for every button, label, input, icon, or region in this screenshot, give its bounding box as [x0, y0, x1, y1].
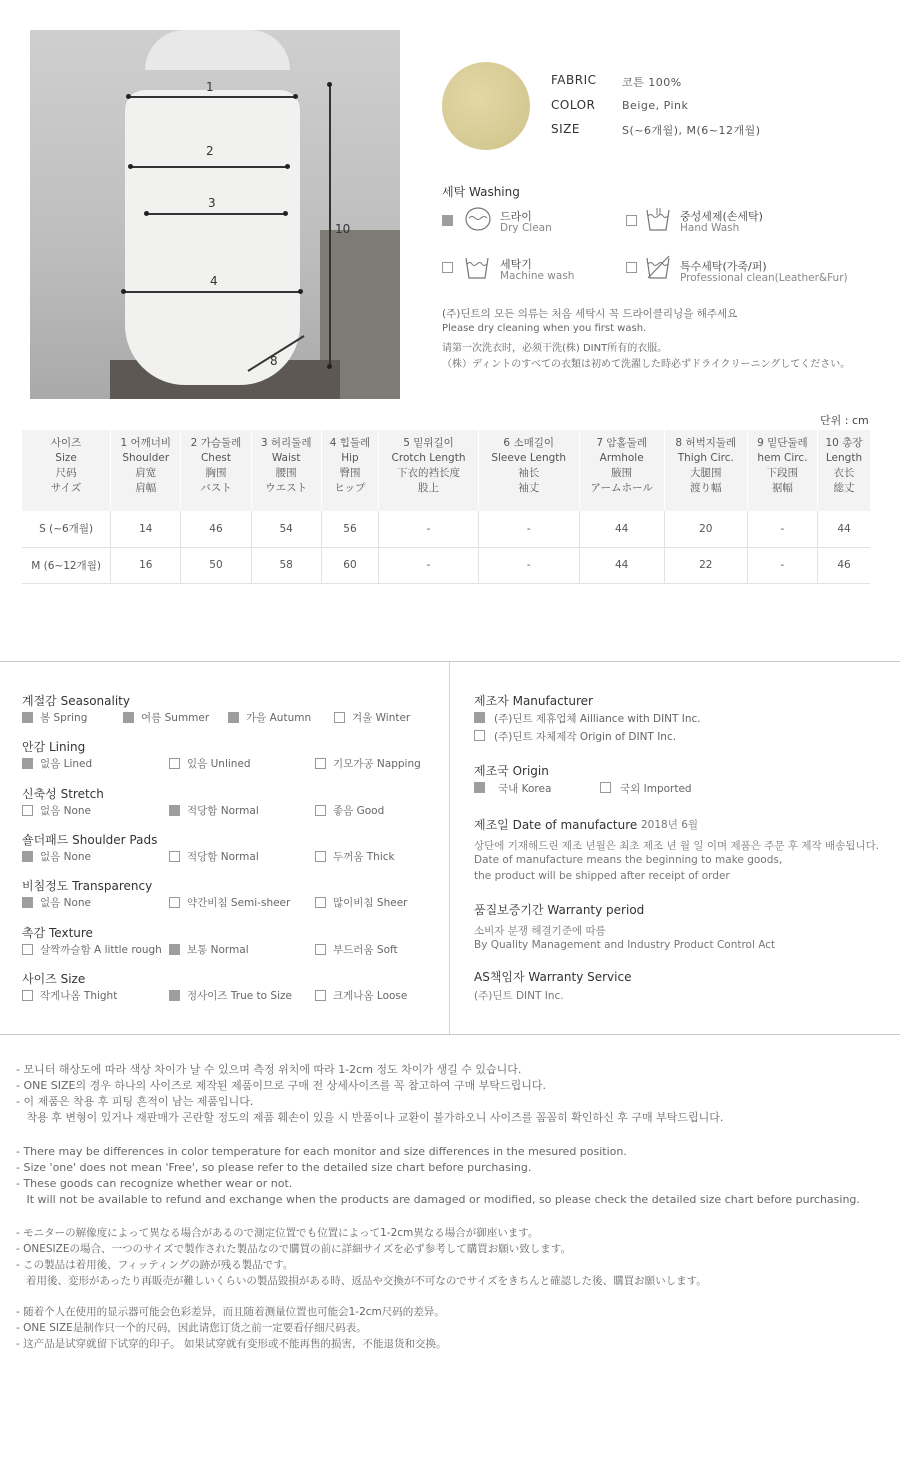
header-line: Length — [825, 452, 863, 464]
manufacture-date-note: the product will be shipped after receipt of order — [474, 870, 730, 882]
attribute-checkbox[interactable] — [123, 712, 134, 723]
attribute-title: 안감 Lining — [22, 740, 86, 755]
attribute-checkbox[interactable] — [315, 897, 326, 908]
measure-label-10: 10 — [335, 222, 351, 236]
table-cell: 46 — [181, 511, 251, 547]
header-line: 1 어깨너비 — [120, 437, 172, 449]
color-label: COLOR — [551, 98, 596, 112]
header-line: 袖长 — [518, 467, 540, 479]
as-service-title: AS책임자 Warranty Service — [474, 970, 632, 984]
attribute-option-label: 적당함 Normal — [187, 804, 259, 817]
attribute-checkbox[interactable] — [334, 712, 345, 723]
header-line: Sleeve Length — [491, 452, 567, 464]
header-line: 5 밑위길이 — [403, 437, 454, 449]
table-cell: - — [747, 547, 817, 583]
attribute-checkbox[interactable] — [315, 851, 326, 862]
measure-line-3 — [146, 213, 286, 215]
table-cell: - — [747, 511, 817, 547]
washing-title: 세탁 Washing — [442, 185, 520, 199]
table-cell: 20 — [664, 511, 747, 547]
attribute-option-label: 없음 None — [40, 897, 92, 910]
header-line: 7 암홀둘레 — [596, 437, 647, 449]
attribute-checkbox[interactable] — [315, 805, 326, 816]
attribute-group — [22, 831, 442, 863]
table-cell: 58 — [251, 547, 321, 583]
header-line: 総丈 — [833, 482, 855, 494]
header-line: 裾幅 — [771, 482, 793, 494]
fabric-swatch — [442, 62, 530, 150]
manufacturer-option-label: (주)딘트 제휴업체 Ailliance with DINT Inc. — [494, 713, 701, 725]
attribute-checkbox[interactable] — [22, 758, 33, 769]
table-cell: S (~6개월) — [22, 511, 111, 547]
table-cell: 46 — [818, 547, 871, 583]
attribute-checkbox[interactable] — [22, 712, 33, 723]
notice-chinese: - 随着个人在使用的显示器可能会色彩差异，而且随着测量位置也可能会1-2cm尺码的差异。 - ONE SIZE是制作只一个的尺码，因此请您订货之前一定要看仔细尺码表。 - 这产品是试穿就留下试穿的印子。 如果试穿就有变形或不能再售的损害，不能退货和交换。 — [16, 1306, 447, 1350]
attribute-option-label: 좋음 Good — [333, 804, 385, 817]
attribute-option-label: 정사이즈 True to Size — [187, 989, 292, 1002]
manufacture-date-note: 상단에 기재해드린 제조 년월은 최초 제조 년 월 일 이며 제품은 주문 후 제작 배송됩니다. — [474, 840, 880, 852]
size-table-header-cell — [818, 430, 871, 511]
origin-option-checkbox[interactable] — [474, 782, 485, 793]
measure-dot — [327, 364, 332, 369]
header-line: Chest — [200, 452, 231, 464]
attribute-title: 숄더패드 Shoulder Pads — [22, 832, 158, 847]
attribute-checkbox[interactable] — [169, 758, 180, 769]
table-row — [22, 511, 870, 547]
size-table-header-cell — [321, 430, 378, 511]
attribute-option-label: 많이비침 Sheer — [333, 897, 408, 910]
attribute-checkbox[interactable] — [22, 897, 33, 908]
attribute-option-label: 없음 Lined — [40, 758, 93, 771]
size-table-header-cell — [251, 430, 321, 511]
hand-wash-icon — [645, 206, 671, 238]
header-line: Armhole — [599, 452, 644, 464]
header-line: バスト — [200, 482, 232, 494]
table-cell: 44 — [579, 511, 664, 547]
professional-clean-sub: Professional clean(Leather&Fur) — [680, 272, 848, 284]
size-table-header-cell — [579, 430, 664, 511]
warranty-title: 품질보증기간 Warranty period — [474, 903, 645, 917]
manufacture-date-note: Date of manufacture means the beginning to make goods, — [474, 854, 783, 866]
divider — [0, 1034, 900, 1035]
manufacturer-option-checkbox[interactable] — [474, 712, 485, 723]
attribute-option-label: 있음 Unlined — [187, 758, 251, 771]
machine-wash-icon — [464, 254, 490, 286]
measure-dot — [144, 211, 149, 216]
product-photo — [30, 30, 400, 399]
table-cell: 44 — [579, 547, 664, 583]
header-line: 股上 — [418, 482, 440, 494]
attribute-option-label: 크게나옴 Loose — [333, 989, 408, 1002]
hand-wash-label: 중성세제(손세탁) — [680, 210, 763, 223]
origin-option-label: 국외 Imported — [620, 783, 692, 795]
attribute-checkbox[interactable] — [169, 944, 180, 955]
attribute-checkbox[interactable] — [22, 944, 33, 955]
hand-wash-checkbox[interactable] — [626, 215, 637, 226]
table-cell: 44 — [818, 511, 871, 547]
size-table-header-cell — [22, 430, 111, 511]
size-table-header-cell — [111, 430, 181, 511]
attribute-checkbox[interactable] — [22, 851, 33, 862]
attribute-group — [22, 738, 442, 771]
measure-label-8: 8 — [270, 354, 278, 368]
attribute-option-label: 보통 Normal — [187, 943, 249, 956]
attribute-option-label: 적당함 Normal — [187, 850, 259, 863]
manufacturer-option-label: (주)딘트 자체제작 Origin of DINT Inc. — [494, 731, 677, 743]
washing-note-ko: (주)딘트의 모든 의류는 처음 세탁시 꼭 드라이클리닝을 해주세요 — [442, 308, 738, 320]
measure-line-10 — [329, 84, 331, 367]
header-line: 10 총장 — [825, 437, 863, 449]
attribute-option-label: 겨울 Winter — [352, 712, 411, 724]
attribute-checkbox[interactable] — [169, 990, 180, 1001]
attribute-checkbox[interactable] — [228, 712, 239, 723]
measure-dot — [285, 164, 290, 169]
attribute-checkbox[interactable] — [169, 897, 180, 908]
header-line: 4 힙둘레 — [329, 437, 371, 449]
header-line: 9 밑단둘레 — [757, 437, 808, 449]
attribute-option-label: 살짝까슬함 A little rough — [40, 943, 162, 956]
professional-clean-label: 특수세탁(가죽/퍼) — [680, 260, 767, 273]
header-line: 尺码 — [55, 467, 77, 479]
attribute-option-label: 기모가공 Napping — [333, 758, 421, 771]
header-line: hem Circ. — [757, 452, 808, 464]
no-wash-icon — [645, 254, 671, 286]
header-line: 腋围 — [611, 467, 633, 479]
table-cell: - — [379, 547, 479, 583]
header-line: Size — [55, 452, 77, 464]
attribute-option-label: 없음 None — [40, 850, 92, 863]
attribute-checkbox[interactable] — [169, 805, 180, 816]
manufacturer-title: 제조자 Manufacturer — [474, 694, 593, 708]
attribute-title: 신축성 Stretch — [22, 786, 104, 801]
notice-korean: - 모니터 해상도에 따라 색상 차이가 날 수 있으며 측정 위치에 따라 1-2cm 정도 차이가 생길 수 있습니다. - ONE SIZE의 경우 하나의 사이즈로 제작된 제품이므로 구매 전 상세사이즈를 꼭 참고하여 구매 부탁드립니다. - 이 제품은 착용 후 피팅 흔적이 남는 제품입니다. 착용 후 변형이 있거나 재판매가 곤란할 정도의 제품 훼손이 있을 시 반품이나 교환이 불가하오니 사이즈를 꼼꼼히 확인하신 후 구매 부탁드립니다. — [16, 1063, 724, 1124]
header-line: 袖丈 — [518, 482, 540, 494]
measure-dot — [327, 82, 332, 87]
measure-dot — [298, 289, 303, 294]
table-cell: - — [478, 547, 579, 583]
header-line: ヒップ — [334, 482, 366, 494]
attribute-option-label: 없음 None — [40, 804, 92, 817]
measure-label-2: 2 — [206, 144, 214, 158]
measure-label-3: 3 — [208, 196, 216, 210]
size-table-header-cell — [181, 430, 251, 511]
measure-label-1: 1 — [206, 80, 214, 94]
warranty-text: By Quality Management and Industry Product Control Act — [474, 939, 776, 951]
measure-label-4: 4 — [210, 274, 218, 288]
measure-dot — [293, 94, 298, 99]
attribute-checkbox[interactable] — [22, 990, 33, 1001]
attribute-option-label: 약간비침 Semi-sheer — [187, 897, 291, 910]
header-line: 3 허리둘레 — [260, 437, 312, 449]
header-line: Shoulder — [122, 452, 170, 464]
header-line: Thigh Circ. — [677, 452, 734, 464]
attribute-option-label: 봄 Spring — [40, 712, 88, 724]
attribute-title: 사이즈 Size — [22, 971, 86, 986]
size-table — [22, 430, 870, 584]
header-line: 8 허벅지둘레 — [675, 437, 737, 449]
header-line: アームホール — [590, 482, 653, 494]
attribute-title: 비침정도 Transparency — [22, 879, 153, 894]
attribute-group — [22, 970, 442, 1002]
header-line: 肩宽 — [135, 467, 157, 479]
measure-dot — [283, 211, 288, 216]
header-line: 大腿围 — [690, 467, 722, 479]
header-line: 6 소매길이 — [503, 437, 555, 449]
attribute-option-label: 여름 Summer — [141, 712, 210, 724]
dry-clean-icon — [464, 206, 492, 238]
hand-wash-sub: Hand Wash — [680, 222, 740, 234]
notice-japanese: - モニターの解像度によって異なる場合があるので測定位置でも位置によって1-2cm異なる場合が御座います。 - ONESIZEの場合、一つのサイズで製作された製品なので購買の前に詳細サイズを必ず参考して購買お願い致します。 - この製品は着用後、フィッティングの跡が残る製品です。 着用後、変形があったり再販売が難しいくらいの製品毀損がある時、返品や交換が不可なのでサイズをきちんと確認した後、購買お願いします。 — [16, 1227, 707, 1287]
professional-clean-checkbox[interactable] — [626, 262, 637, 273]
header-line: 사이즈 — [50, 437, 82, 449]
header-line: 腰围 — [275, 467, 297, 479]
attribute-checkbox[interactable] — [315, 990, 326, 1001]
table-cell: - — [478, 511, 579, 547]
header-line: 2 가슴둘레 — [190, 437, 242, 449]
manufacture-date-title: 제조일 Date of manufacture — [474, 818, 638, 832]
as-service-value: (주)딘트 DINT Inc. — [474, 990, 564, 1002]
attribute-option-label: 작게나옴 Thight — [40, 989, 118, 1002]
machine-wash-sub: Machine wash — [500, 270, 575, 282]
header-line: 衣长 — [833, 467, 855, 479]
table-cell: 56 — [321, 511, 378, 547]
table-cell: M (6~12개월) — [22, 547, 111, 583]
washing-note-zh: 请第一次洗衣时，必须干洗(株) DINT所有的衣服。 — [442, 343, 668, 354]
attribute-group — [22, 785, 442, 817]
table-cell: 50 — [181, 547, 251, 583]
attribute-group — [22, 924, 442, 956]
manufacturer-option-checkbox[interactable] — [474, 730, 485, 741]
size-table-header-cell — [379, 430, 479, 511]
attribute-option-label: 부드러움 Soft — [333, 943, 398, 956]
attribute-option-label: 가을 Autumn — [246, 712, 312, 724]
warranty-text: 소비자 분쟁 해결기준에 따름 — [474, 925, 606, 937]
fabric-label: FABRIC — [551, 73, 597, 87]
attribute-title: 촉감 Texture — [22, 925, 93, 940]
bodysuit-garment — [125, 90, 300, 385]
header-line: Hip — [341, 452, 359, 464]
measure-dot — [121, 289, 126, 294]
mannequin — [145, 30, 290, 70]
attribute-checkbox[interactable] — [22, 805, 33, 816]
header-line: 渡り幅 — [690, 482, 722, 494]
measure-line-1 — [128, 96, 296, 98]
header-line: 胸围 — [205, 467, 227, 479]
size-table-header-cell — [664, 430, 747, 511]
size-table-header-cell — [747, 430, 817, 511]
header-line: 肩幅 — [135, 482, 157, 494]
table-cell: 54 — [251, 511, 321, 547]
measure-dot — [128, 164, 133, 169]
header-line: 下衣的裆长度 — [397, 467, 461, 479]
origin-option-label: 국내 Korea — [498, 783, 552, 795]
dry-clean-sub: Dry Clean — [500, 222, 552, 234]
header-line: 臀围 — [339, 467, 361, 479]
divider — [449, 662, 450, 1034]
color-value: Beige, Pink — [622, 99, 689, 112]
table-cell: 16 — [111, 547, 181, 583]
size-table-header-cell — [478, 430, 579, 511]
origin-title: 제조국 Origin — [474, 764, 549, 778]
attribute-checkbox[interactable] — [315, 758, 326, 769]
washing-note-en: Please dry cleaning when you first wash. — [442, 323, 647, 334]
size-label: SIZE — [551, 122, 580, 136]
header-line: Waist — [271, 452, 301, 464]
divider — [0, 661, 900, 662]
measure-line-2 — [130, 166, 288, 168]
dry-clean-checkbox[interactable] — [442, 215, 453, 226]
attribute-title: 계절감 Seasonality — [22, 694, 130, 708]
machine-wash-label: 세탁기 — [500, 258, 532, 271]
table-cell: 60 — [321, 547, 378, 583]
manufacture-date-value: 2018년 6월 — [641, 819, 699, 831]
fabric-value: 코튼 100% — [622, 76, 682, 89]
unit-label: 단위 : cm — [820, 414, 869, 427]
origin-option-checkbox[interactable] — [600, 782, 611, 793]
size-value: S(~6개월), M(6~12개월) — [622, 124, 761, 137]
attribute-group — [22, 877, 442, 910]
size-table-header — [22, 430, 870, 511]
measure-dot — [126, 94, 131, 99]
notice-english: - There may be differences in color temperature for each monitor and size differences in the mesured position. - Size 'one' does not mean 'Free', so please refer to the detailed size chart before purchasing. - These goods can recognize whether wear or not. It will not be available to refund and exchange when the products are damaged or modified, so please check the detailed size chart before purchasing. — [16, 1145, 860, 1206]
table-cell: 22 — [664, 547, 747, 583]
attribute-checkbox[interactable] — [315, 944, 326, 955]
table-cell: - — [379, 511, 479, 547]
attribute-group — [22, 692, 442, 724]
machine-wash-checkbox[interactable] — [442, 262, 453, 273]
attribute-option-label: 두꺼움 Thick — [333, 850, 395, 863]
dry-clean-label: 드라이 — [500, 210, 532, 223]
header-line: ウエスト — [265, 482, 308, 494]
washing-note-ja: （株）ディントのすべての衣類は初めて洗濯した時必ずドライクリーニングしてください。 — [442, 359, 851, 370]
header-line: Crotch Length — [391, 452, 466, 464]
header-line: 下段围 — [766, 467, 799, 479]
table-cell: 14 — [111, 511, 181, 547]
header-line: サイズ — [50, 482, 82, 494]
attribute-checkbox[interactable] — [169, 851, 180, 862]
measure-line-4 — [123, 291, 301, 293]
table-row — [22, 547, 870, 583]
